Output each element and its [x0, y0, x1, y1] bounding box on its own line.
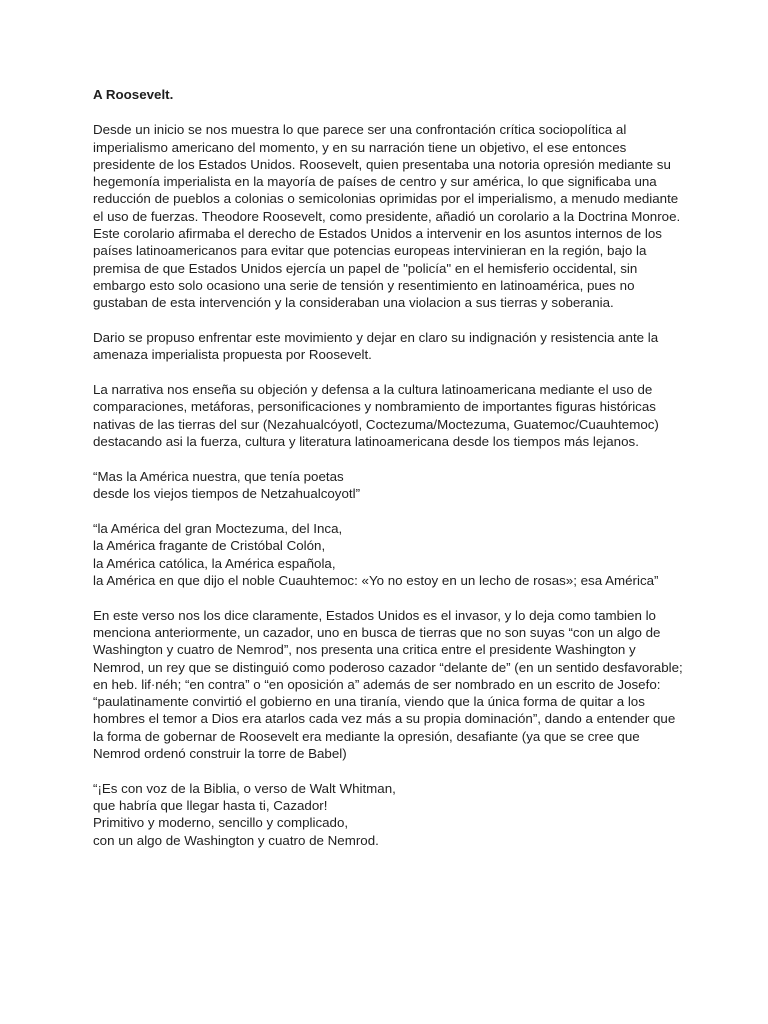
- paragraph-narrative: La narrativa nos enseña su objeción y defensa a la cultura latinoamericana mediante el uso de comparaciones, metáforas, personificaciones y nombramiento de importantes figuras históricas nativas de las tierras del sur (Nezahualcóyotl, Coctezuma/Moctezuma, Guatemoc/Cuauhtemoc) destacando asi la fuerza, cultura y literatura latinoamericana desde los tiempos más lejanos.: [93, 382, 659, 450]
- quote-line: la América católica, la América española,: [93, 555, 336, 571]
- quote-line: “la América del gran Moctezuma, del Inca,: [93, 520, 343, 536]
- quote-line: la América en que dijo el noble Cuauhtemoc: «Yo no estoy en un lecho de rosas»; esa América”: [93, 572, 659, 588]
- document-body: [93, 86, 685, 866]
- quote-line: que habría que llegar hasta ti, Cazador!: [93, 798, 328, 814]
- quote-line: la América fragante de Cristóbal Colón,: [93, 538, 326, 554]
- quote-moctezuma: [93, 520, 685, 589]
- quote-line: Primitivo y moderno, sencillo y complicado,: [93, 815, 349, 831]
- quote-whitman: [93, 780, 685, 849]
- quote-line: “Mas la América nuestra, que tenía poetas: [93, 468, 344, 484]
- quote-line: “¡Es con voz de la Biblia, o verso de Walt Whitman,: [93, 780, 396, 796]
- quote-netzahualcoyotl: [93, 468, 685, 503]
- quote-line: desde los viejos tiempos de Netzahualcoyotl”: [93, 486, 361, 502]
- paragraph-intro: Desde un inicio se nos muestra lo que parece ser una confrontación crítica sociopolítica al imperialismo americano del momento, y en su narración tiene un objetivo, el ese entonces presidente de los Estados Unidos. Roosevelt, quien presentaba una notoria opresión mediante su hegemonía imperialista en la mayoría de países de centro y sur américa, lo que significaba una reducción de pueblos a colonias o semicolonias oprimidas por el imperialismo, a menudo mediante el uso de fuerzas. Theodore Roosevelt, como presidente, añadió un corolario a la Doctrina Monroe. Este corolario afirmaba el derecho de Estados Unidos a intervenir en los asuntos internos de los países latinoamericanos para evitar que potencias europeas intervinieran en la región, bajo la premisa de que Estados Unidos ejercía un papel de "policía" en el hemisferio occidental, sin embargo esto solo ocasiono una serie de tensión y resentimiento en latinoamérica, pues no gustaban de esta intervención y la consideraban una violacion a sus tierras y soberania.: [93, 122, 681, 311]
- paragraph-nemrod: En este verso nos los dice claramente, Estados Unidos es el invasor, y lo deja como tambien lo menciona anteriormente, un cazador, uno en busca de tierras que no son suyas “con un algo de Washington y cuatro de Nemrod”, nos presenta una critica entre el presidente Washington y Nemrod, un rey que se distinguió como poderoso cazador “delante de” (en un sentido desfavorable; en heb. lif·néh; “en contra” o “en oposición a” además de ser nombrado en un escrito de Josefo: “paulatinamente convirtió el gobierno en una tiranía, viendo que la única forma de quitar a los hombres el temor a Dios era atarlos cada vez más a su propia dominación”, dando a entender que la forma de gobernar de Roosevelt era mediante la opresión, desafiante (ya que se cree que Nemrod ordenó construir la torre de Babel): [93, 607, 683, 761]
- document-title: A Roosevelt.: [93, 87, 174, 102]
- paragraph-dario: Dario se propuso enfrentar este movimiento y dejar en claro su indignación y resistencia ante la amenaza imperialista propuesta por Roosevelt.: [93, 330, 659, 363]
- quote-line: con un algo de Washington y cuatro de Nemrod.: [93, 832, 379, 848]
